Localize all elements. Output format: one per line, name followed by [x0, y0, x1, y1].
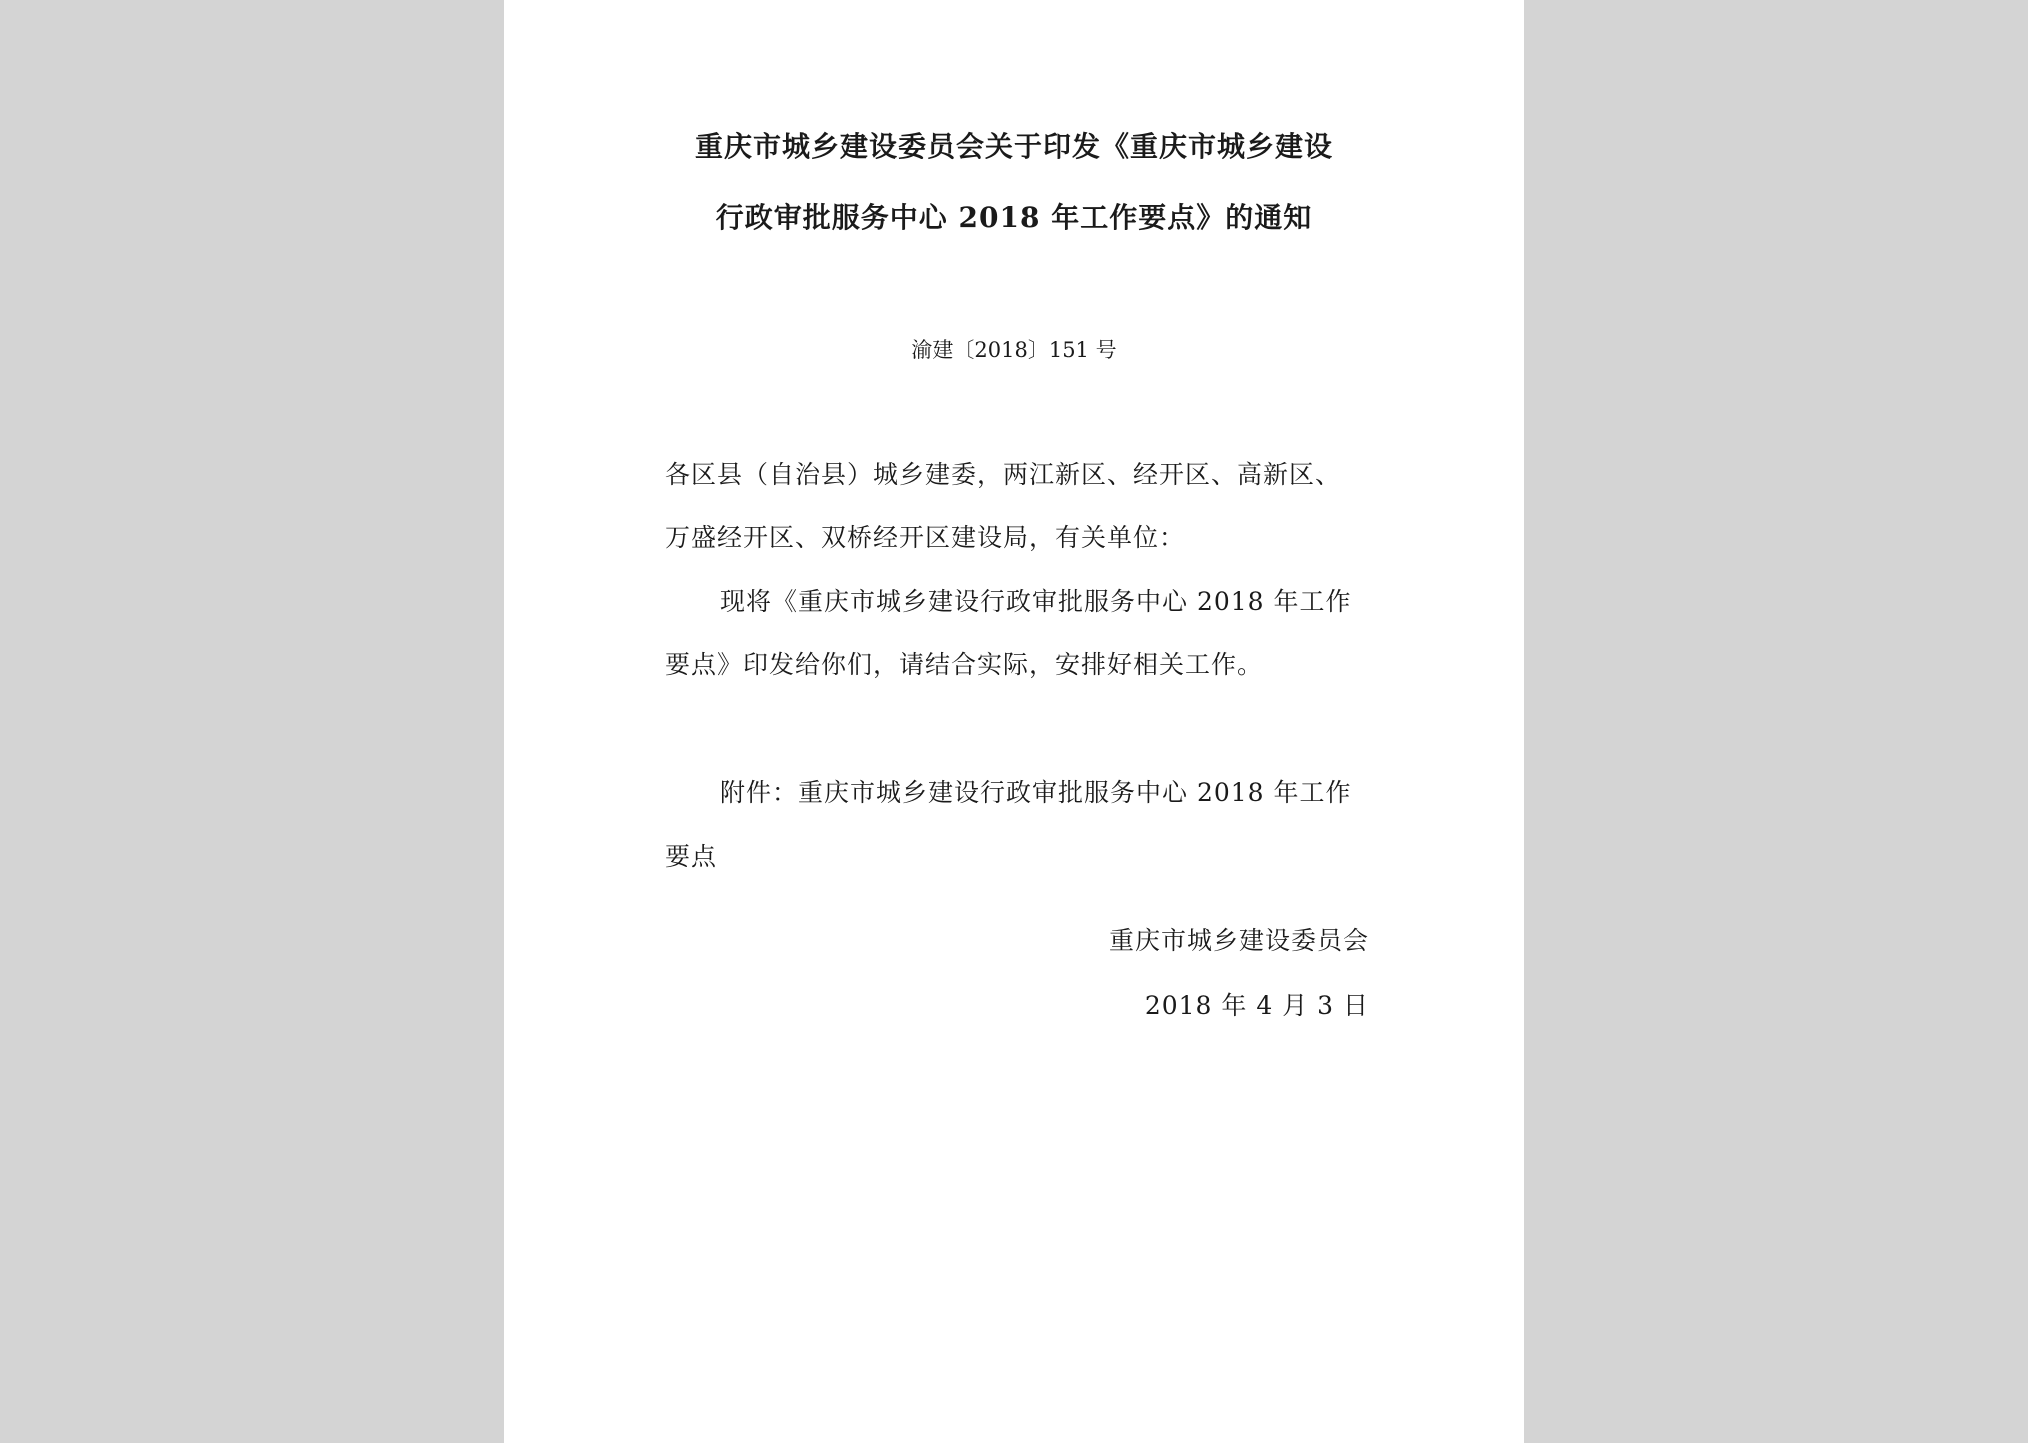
document-title-line-1: 重庆市城乡建设委员会关于印发《重庆市城乡建设	[694, 130, 1333, 163]
document-title-line-2: 行政审批服务中心 2018 年工作要点》的通知	[715, 201, 1313, 234]
body-paragraph-line-1: 现将《重庆市城乡建设行政审批服务中心 2018 年工作	[720, 587, 1352, 616]
recipients-line-2: 万盛经开区、双桥经开区建设局，有关单位：	[665, 523, 1186, 552]
document-number: 渝建〔2018〕151 号	[911, 338, 1117, 362]
document-page	[504, 0, 1524, 1443]
attachment-line-1: 附件：重庆市城乡建设行政审批服务中心 2018 年工作	[720, 778, 1352, 807]
body-paragraph-line-2: 要点》印发给你们，请结合实际，安排好相关工作。	[665, 650, 1264, 679]
issue-date: 2018 年 4 月 3 日	[1144, 991, 1369, 1020]
issuer-signature: 重庆市城乡建设委员会	[1108, 926, 1369, 955]
recipients-line-1: 各区县（自治县）城乡建委，两江新区、经开区、高新区、	[665, 460, 1342, 489]
attachment-line-2: 要点	[665, 842, 718, 871]
